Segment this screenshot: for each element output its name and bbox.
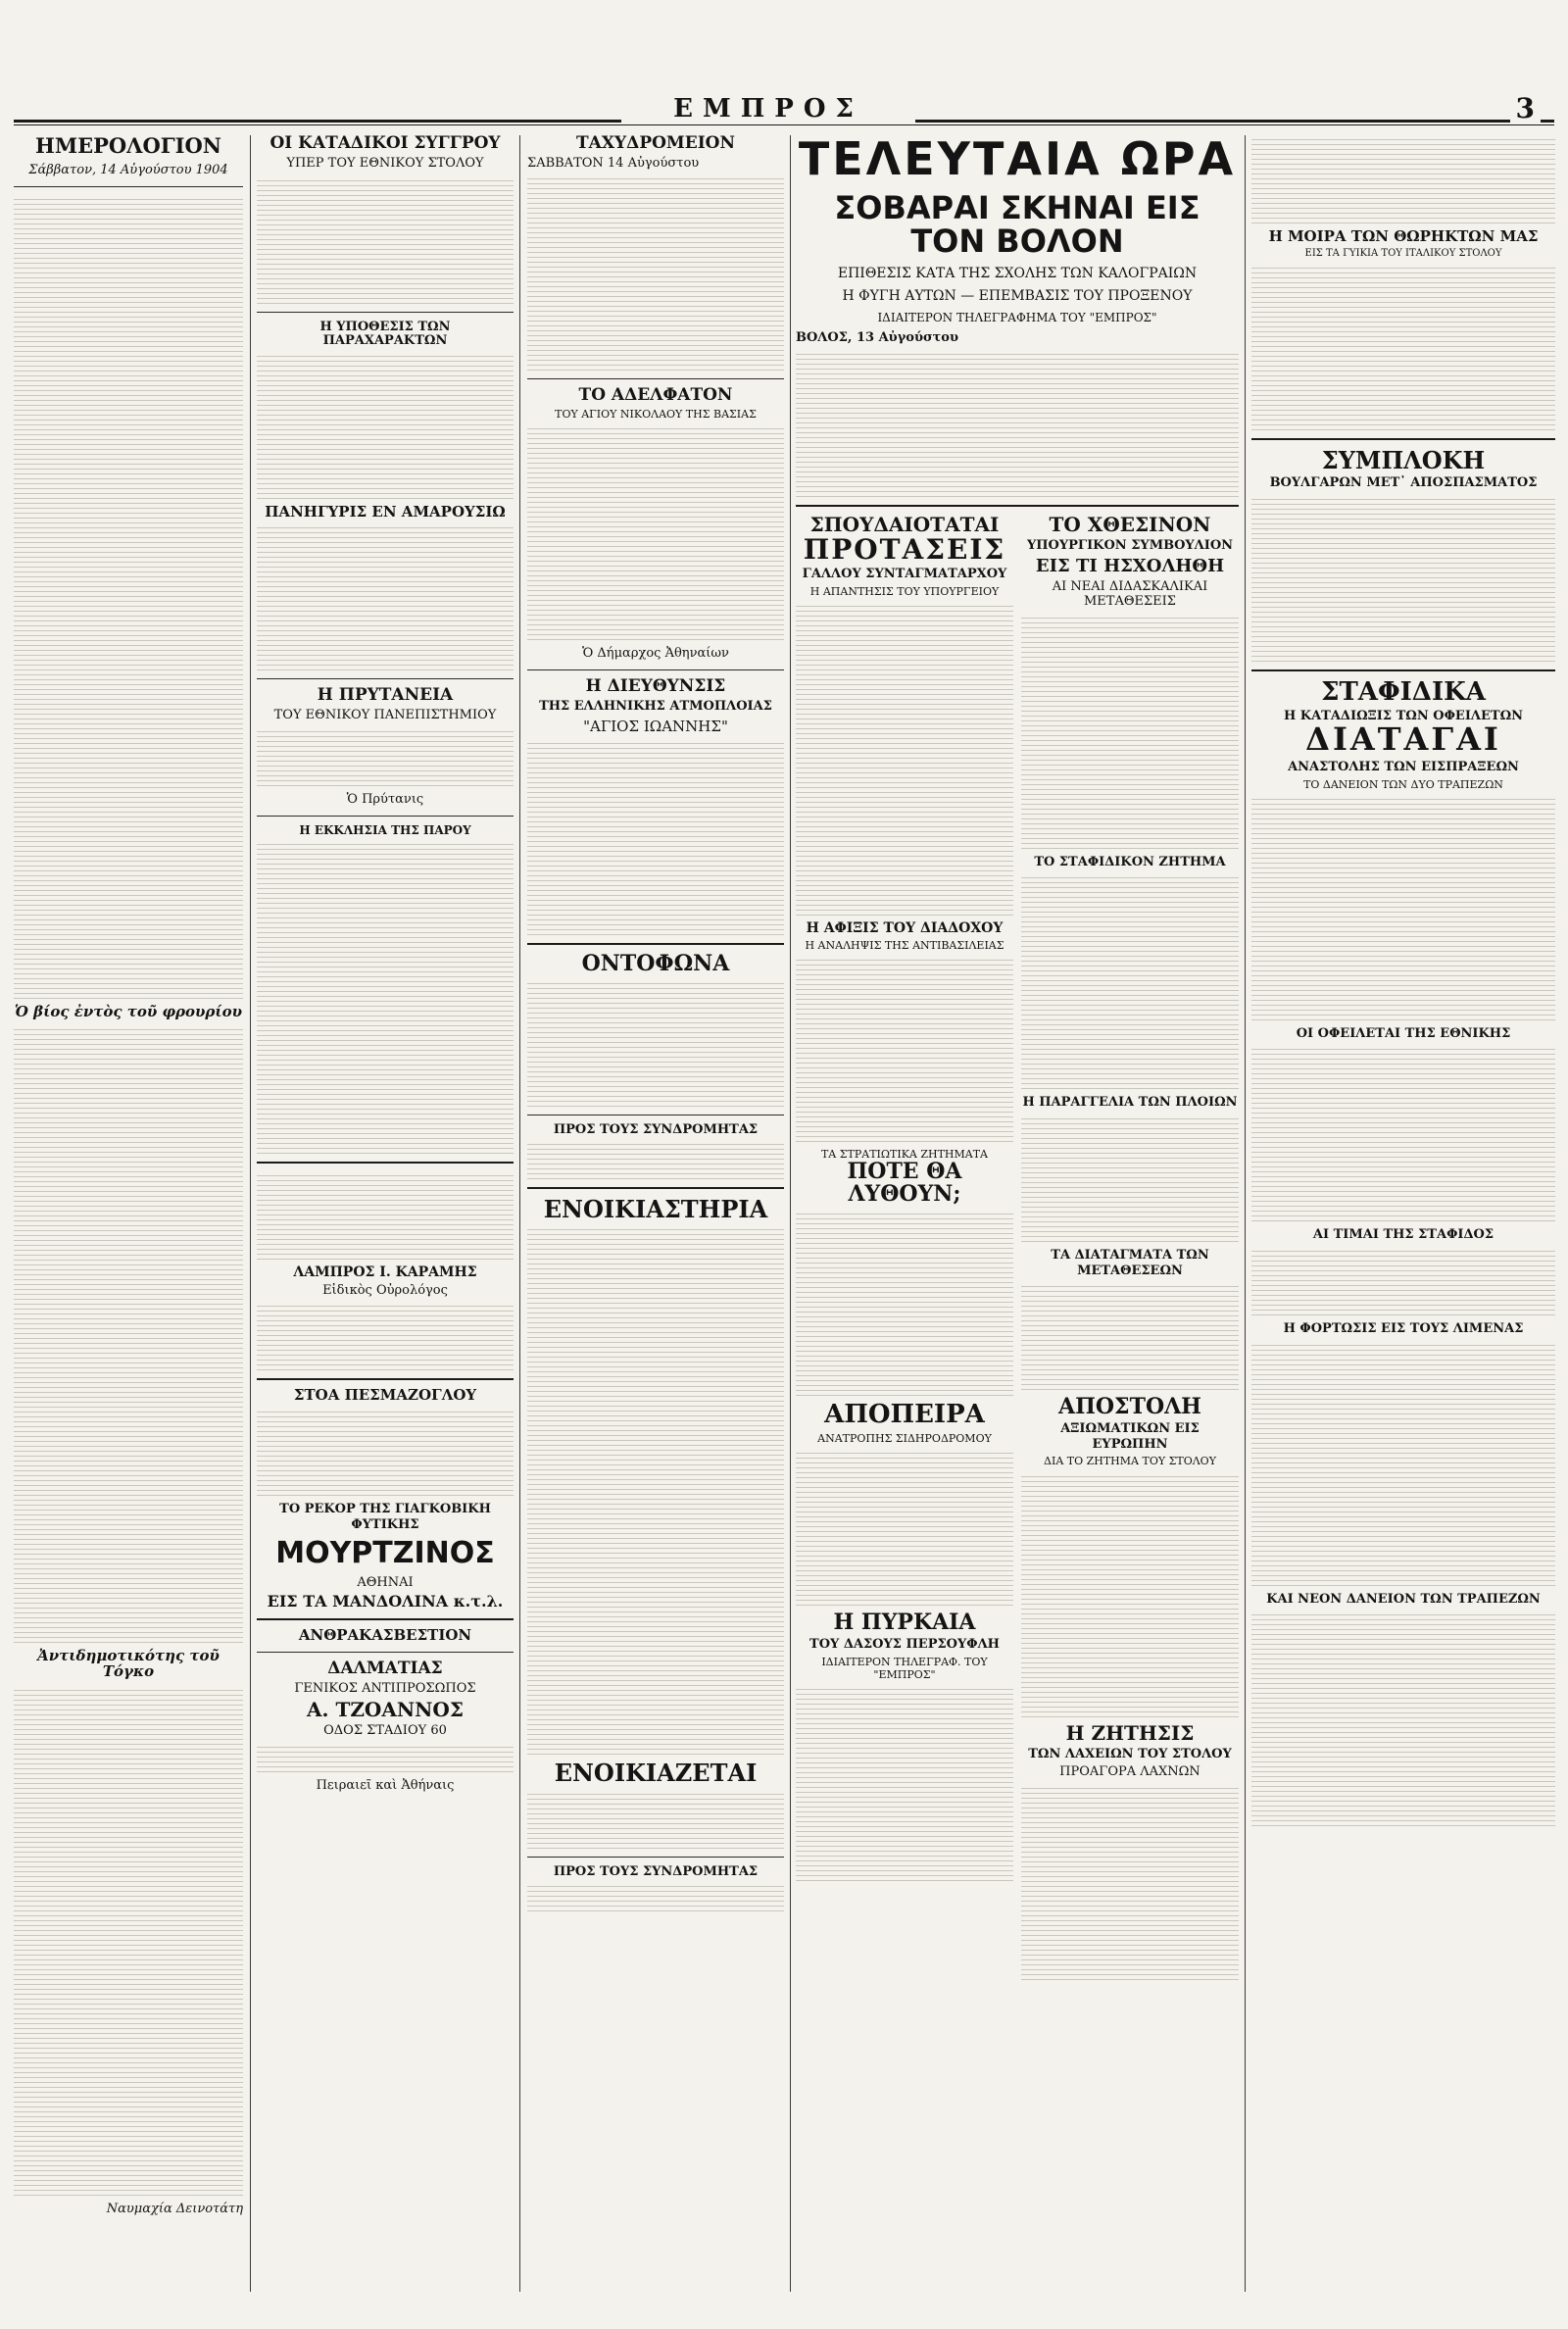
post-office-date: ΣΑΒΒΑΤΟΝ 14 Αὐγούστου: [527, 155, 700, 171]
marousi-festival-heading: ΠΑΝΗΓΥΡΙΣ ΕΝ ΑΜΑΡΟΥΣΙΩ: [265, 502, 506, 520]
council-sub2: ΕΙΣ ΤΙ ΗΣΧΟΛΗΘΗ: [1035, 555, 1225, 576]
orders-sub: ΑΝΑΣΤΟΛΗΣ ΤΩΝ ΕΙΣΠΡΑΞΕΩΝ: [1288, 760, 1519, 775]
debtors-heading: ΟΙ ΟΦΕΙΛΕΤΑΙ ΤΗΣ ΕΘΝΙΚΗΣ: [1296, 1025, 1511, 1041]
masthead: [14, 94, 1554, 124]
council-title: ΤΟ ΧΘΕΣΙΝΟΝ: [1049, 513, 1211, 537]
loading-heading: Η ΦΟΡΤΩΣΙΣ ΕΙΣ ΤΟΥΣ ΛΙΜΕΝΑΣ: [1283, 1320, 1524, 1336]
proposals-big: ΠΡΟΤΑΣΕΙΣ: [803, 533, 1006, 567]
ironclads-heading: Η ΜΟΙΡΑ ΤΩΝ ΘΩΡΗΚΤΩΝ ΜΑΣ: [1268, 227, 1539, 245]
council-sub: ΥΠΟΥΡΓΙΚΟΝ ΣΥΜΒΟΥΛΙΟΝ: [1026, 538, 1234, 554]
mourtzinos-place: ΑΘΗΝΑΙ: [357, 1574, 414, 1590]
clash-heading: ΣΥΜΠΛΟΚΗ: [1321, 445, 1486, 474]
newspaper-title: ΕΜΠΡΟΣ: [621, 94, 915, 124]
column-5: [1251, 135, 1555, 2292]
tzoannos-name: Α. ΤΖΟΑΝΝΟΣ: [307, 1698, 464, 1722]
convicts-subheading: ΥΠΕΡ ΤΟΥ ΕΘΝΙΚΟΥ ΣΤΟΛΟΥ: [286, 155, 484, 171]
column-2: [257, 135, 514, 2292]
military-title: ΤΑ ΣΤΡΑΤΙΩΤΙΚΑ ΖΗΤΗΜΑΤΑ: [820, 1148, 989, 1162]
counterfeiters-heading: Η ΥΠΟΘΕΣΙΣ ΤΩΝ ΠΑΡΑΧΑΡΑΚΤΩΝ: [319, 320, 451, 349]
lime-kiln-heading: ΑΝΘΡΑΚΑΣΒΕΣΤΙΟΝ: [298, 1626, 472, 1645]
lottery-sub2: ΠΡΟΑΓΟΡΑ ΛΑΧΝΩΝ: [1059, 1764, 1200, 1780]
new-loan-heading: ΚΑΙ ΝΕΟΝ ΔΑΝΕΙΟΝ ΤΩΝ ΤΡΑΠΕΖΩΝ: [1266, 1591, 1541, 1607]
column-3: [527, 135, 784, 2292]
currants-heading: ΣΤΑΦΙΔΙΚΑ: [1321, 676, 1486, 707]
rentals-heading: ΕΝΟΙΚΙΑΣΤΗΡΙΑ: [543, 1195, 768, 1224]
transfer-decrees: ΤΑ ΔΙΑΤΑΓΜΑΤΑ ΤΩΝ ΜΕΤΑΘΕΣΕΩΝ: [1051, 1247, 1209, 1278]
main-headline: ΣΟΒΑΡΑΙ ΣΚΗΝΑΙ ΕΙΣ ΤΟΝ ΒΟΛΟΝ: [834, 189, 1200, 260]
arrival-title: Η ΑΦΙΞΙΣ ΤΟΥ ΔΙΑΔΟΧΟΥ: [806, 920, 1004, 937]
currants-sub: Η ΚΑΤΑΔΙΩΞΙΣ ΤΩΝ ΟΦΕΙΛΕΤΩΝ: [1283, 708, 1524, 723]
mourtzinos-ad: [257, 1502, 514, 1610]
for-rent-heading: ΕΝΟΙΚΙΑΖΕΤΑΙ: [554, 1759, 758, 1788]
proposals-sub: ΓΑΛΛΟΥ ΣΥΝΤΑΓΜΑΤΑΡΧΟΥ: [802, 567, 1007, 582]
brotherhood-heading: ΤΟ ΑΔΕΛΦΑΤΟΝ: [578, 385, 733, 406]
fire-title: Η ΠΥΡΚΑΙΑ: [833, 1609, 976, 1635]
main-dateline: ΒΟΛΟΣ, 13 Αὐγούστου: [796, 330, 958, 346]
calendar-date: Σάββατον, 14 Αὐγούστου 1904: [28, 163, 228, 178]
dalmatia-sub: ΓΕΝΙΚΟΣ ΑΝΤΙΠΡΟΣΩΠΟΣ: [294, 1680, 476, 1696]
attempt-sub: ΑΝΑΤΡΟΠΗΣ ΣΙΔΗΡΟΔΡΟΜΟΥ: [817, 1431, 992, 1445]
fire-sub2: ΙΔΙΑΙΤΕΡΟΝ ΤΗΛΕΓΡΑΦ. ΤΟΥ "ΕΜΠΡΟΣ": [821, 1655, 988, 1681]
dentistry-heading: ΟΝΤΟΦΩΝΑ: [581, 950, 730, 976]
mourtzinos-top: ΤΟ ΡΕΚΟΡ ΤΗΣ ΓΙΑΓΚΟΒΙΚΗ ΦΥΤΙΚΗΣ: [279, 1502, 491, 1532]
military-big: ΠΟΤΕ ΘΑ ΛΥΘΟΥΝ;: [847, 1159, 962, 1208]
main-sub-3: ΙΔΙΑΙΤΕΡΟΝ ΤΗΛΕΓΡΑΦΗΜΑ ΤΟΥ "ΕΜΠΡΟΣ": [877, 311, 1157, 325]
dalmatia-heading: ΔΑΛΜΑΤΙΑΣ: [327, 1658, 443, 1678]
proposals-sub2: Η ΑΠΑΝΤΗΣΙΣ ΤΟΥ ΥΠΟΥΡΓΕΙΟΥ: [809, 585, 1000, 599]
mission-sub: ΑΞΙΩΜΑΤΙΚΩΝ ΕΙΣ ΕΥΡΩΠΗΝ: [1060, 1421, 1200, 1452]
arrival-sub: Η ΑΝΑΛΗΨΙΣ ΤΗΣ ΑΝΤΙΒΑΣΙΛΕΙΑΣ: [805, 938, 1004, 952]
council-sub3: ΑΙ ΝΕΑΙ ΔΙΔΑΣΚΑΛΙΚΑΙ ΜΕΤΑΘΕΣΕΙΣ: [1052, 578, 1208, 610]
currant-question: ΤΟ ΣΤΑΦΙΔΙΚΟΝ ΖΗΤΗΜΑ: [1034, 854, 1226, 869]
post-office-heading: ΤΑΧΥΔΡΟΜΕΙΟΝ: [575, 135, 736, 153]
column-4: [796, 135, 1239, 2292]
brotherhood-sub: ΤΟΥ ΑΓΙΟΥ ΝΙΚΟΛΑΟΥ ΤΗΣ ΒΑΣΙΑΣ: [555, 408, 757, 421]
loan-sub: ΤΟ ΔΑΝΕΙΟΝ ΤΩΝ ΔΥΟ ΤΡΑΠΕΖΩΝ: [1303, 777, 1503, 791]
fortress-life-heading: Ὁ βίος ἐντὸς τοῦ φρουρίου: [14, 1002, 243, 1020]
prices-heading: ΑΙ ΤΙΜΑΙ ΤΗΣ ΣΤΑΦΙΔΟΣ: [1312, 1227, 1494, 1243]
rector-signature: Ὁ Πρύτανις: [346, 791, 424, 807]
karamis-ad-name: ΛΑΜΠΡΟΣ Ι. ΚΑΡΑΜΗΣ: [293, 1264, 477, 1281]
ship-order: Η ΠΑΡΑΓΓΕΛΙΑ ΤΩΝ ΠΛΟΙΩΝ: [1022, 1095, 1238, 1111]
lottery-title: Η ΖΗΤΗΣΙΣ: [1065, 1720, 1195, 1745]
last-hour-banner: ΤΕΛΕΥΤΑΙΑ ΩΡΑ: [798, 135, 1237, 185]
naval-battle-heading: Ναυμαχία Δεινοτάτη: [106, 2201, 243, 2216]
togo-heading: Ἀντιδημοτικότης τοῦ Τόγκο: [37, 1647, 220, 1681]
paros-church-heading: Η ΕΚΚΛΗΣΙΑ ΤΗΣ ΠΑΡΟΥ: [299, 822, 471, 837]
fire-sub: ΤΟΥ ΔΑΣΟΥΣ ΠΕΡΣΟΥΦΛΗ: [809, 1637, 1000, 1653]
orders-big: ΔΙΑΤΑΓΑΙ: [1305, 720, 1501, 759]
column-4-right: [1021, 515, 1239, 1986]
column-1: [14, 135, 243, 2292]
dalmatia-foot: Πειραιεῖ καὶ Ἀθήναις: [316, 1777, 455, 1793]
stoa-heading: ΣΤΟΑ ΠΕΣΜΑΖΟΓΛΟΥ: [293, 1386, 477, 1405]
directorate-heading: Η ΔΙΕΥΘΥΝΣΙΣ: [585, 676, 726, 697]
dalmatia-address: ΟΔΟΣ ΣΤΑΔΙΟΥ 60: [323, 1723, 447, 1739]
ironclads-sub: ΕΙΣ ΤΑ ΓΥΙΚΙΑ ΤΟΥ ΙΤΑΛΙΚΟΥ ΣΤΟΛΟΥ: [1304, 247, 1502, 259]
subscribers-heading-1: ΠΡΟΣ ΤΟΥΣ ΣΥΝΔΡΟΜΗΤΑΣ: [553, 1121, 759, 1137]
attempt-title: ΑΠΟΠΕΙΡΑ: [824, 1400, 985, 1430]
clash-sub: ΒΟΥΛΓΑΡΩΝ ΜΕΤ᾽ ΑΠΟΣΠΑΣΜΑΤΟΣ: [1269, 474, 1538, 490]
page-number: 3: [1510, 92, 1541, 124]
mourtzinos-sub: ΕΙΣ ΤΑ ΜΑΝΔΟΛΙΝΑ κ.τ.λ.: [267, 1592, 504, 1611]
ship-name: "ΑΓΙΟΣ ΙΩΑΝΝΗΣ": [583, 717, 728, 735]
mourtzinos-name: ΜΟΥΡΤΖΙΝΟΣ: [275, 1536, 495, 1571]
main-sub-1: ΕΠΙΘΕΣΙΣ ΚΑΤΑ ΤΗΣ ΣΧΟΛΗΣ ΤΩΝ ΚΑΛΟΓΡΑΙΩΝ: [837, 266, 1198, 282]
main-sub-2: Η ΦΥΓΗ ΑΥΤΩΝ — ΕΠΕΜΒΑΣΙΣ ΤΟΥ ΠΡΟΞΕΝΟΥ: [842, 288, 1193, 305]
rectorate-heading: Η ΠΡΥΤΑΝΕΙΑ: [317, 685, 454, 706]
mission-title: ΑΠΟΣΤΟΛΗ: [1058, 1394, 1201, 1420]
subscribers-heading-2: ΠΡΟΣ ΤΟΥΣ ΣΥΝΔΡΟΜΗΤΑΣ: [553, 1863, 759, 1879]
directorate-sub: ΤΗΣ ΕΛΛΗΝΙΚΗΣ ΑΤΜΟΠΛΟΙΑΣ: [539, 698, 772, 714]
mayor-signature: Ὁ Δήμαρχος Ἀθηναίων: [582, 646, 729, 662]
karamis-ad-sub: Εἰδικὸς Οὐρολόγος: [322, 1282, 448, 1298]
calendar-heading: ΗΜΕΡΟΛΟΓΙΟΝ: [35, 135, 221, 158]
lottery-sub: ΤΩΝ ΛΑΧΕΙΩΝ ΤΟΥ ΣΤΟΛΟΥ: [1028, 1746, 1232, 1761]
column-4-left: [796, 515, 1013, 1986]
rectorate-subheading: ΤΟΥ ΕΘΝΙΚΟΥ ΠΑΝΕΠΙΣΤΗΜΙΟΥ: [273, 708, 497, 723]
proposals-title: ΣΠΟΥΔΑΙΟΤΑΤΑΙ: [809, 513, 1000, 537]
convicts-heading: ΟΙ ΚΑΤΑΔΙΚΟΙ ΣΥΓΓΡΟΥ: [270, 135, 501, 153]
mission-sub2: ΔΙΑ ΤΟ ΖΗΤΗΜΑ ΤΟΥ ΣΤΟΛΟΥ: [1044, 1455, 1216, 1468]
